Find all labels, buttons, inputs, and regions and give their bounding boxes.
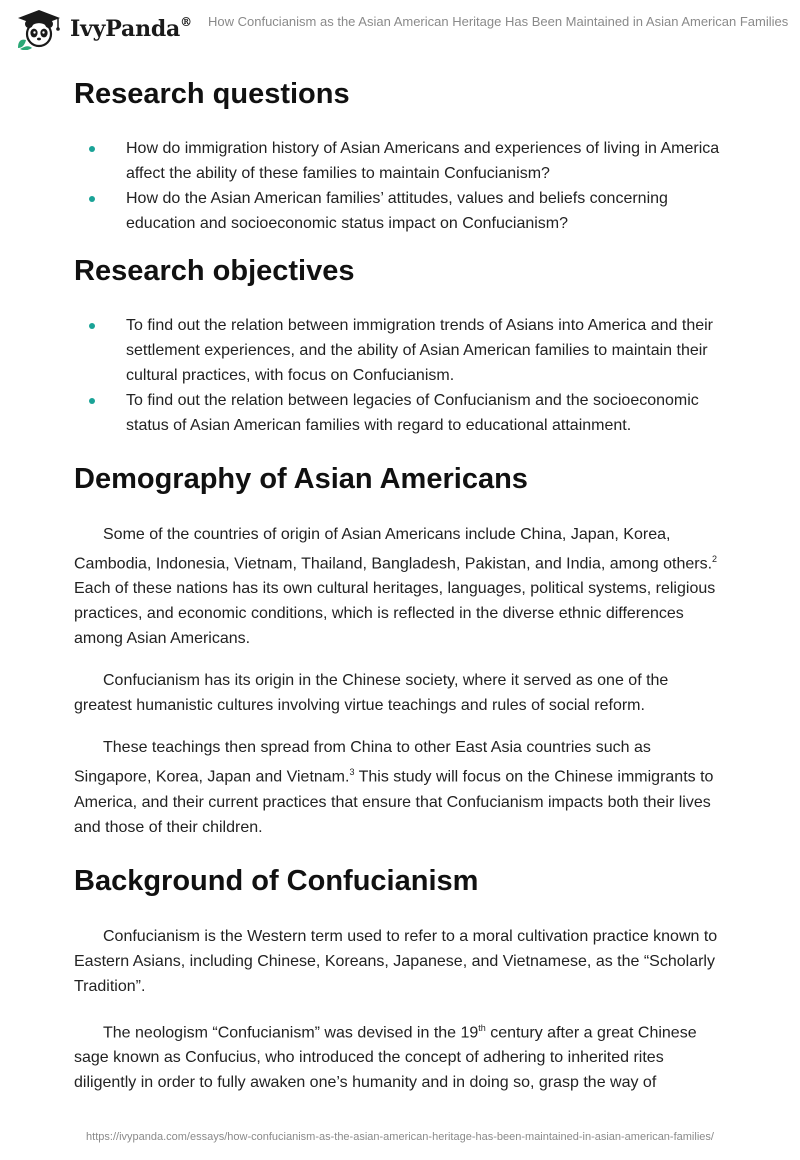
bullet-icon: [89, 323, 95, 329]
list-item: How do immigration history of Asian Americans and experiences of living in America affect the ability of these families to maintain Confucianism?: [74, 136, 724, 186]
list-item: To find out the relation between immigration trends of Asians into America and their settlement experiences, and the ability of Asian American families to maintain their cultural practices, with focus on Confucianism.: [74, 313, 724, 388]
paragraph: Some of the countries of origin of Asian Americans include China, Japan, Korea, Cambodia, Indonesia, Vietnam, Thailand, Bangladesh, Pakistan, and India, among others.$^2$ Each of these nations has its own cultural heritages, languages, political systems, religious practices, and economic conditions, which is reflected in the diverse ethnic differences among Asian Americans.: [74, 526, 718, 648]
paragraph: These teachings then spread from China to other East Asia countries such as Singapore, Korea, Japan and Vietnam.$^3$ This study will focus on the Chinese immigrants to America, and their current practices that ensure that Confucianism impacts both their lives and those of their children.: [74, 739, 714, 836]
essay-content: [74, 70, 724, 1095]
research-questions-heading: Research questions: [74, 78, 350, 110]
research-objectives-heading: Research objectives: [74, 255, 355, 287]
document-title: How Confucianism as the Asian American Heritage Has Been Maintained in Asian American Families: [208, 14, 789, 29]
background-heading: Background of Confucianism: [74, 864, 479, 897]
source-url[interactable]: https://ivypanda.com/essays/how-confucianism-as-the-asian-american-heritage-has-been-maintained-in-asian-american-families/: [86, 1131, 714, 1143]
list-item: To find out the relation between legacies of Confucianism and the socioeconomic status of Asian American families with regard to educational attainment.: [74, 388, 724, 438]
paragraph: Confucianism has its origin in the Chinese society, where it served as one of the greatest humanistic cultures involving virtue teachings and rules of social reform.: [74, 672, 669, 715]
list-item: How do the Asian American families’ attitudes, values and beliefs concerning education and socioeconomic status impact on Confucianism?: [74, 186, 724, 236]
bullet-icon: [89, 196, 95, 202]
paragraph: Confucianism is the Western term used to refer to a moral cultivation practice known to Eastern Asians, including Chinese, Koreans, Japanese, and Vietnamese, as the “Scholarly Tradition”.: [74, 927, 718, 995]
demography-heading: Demography of Asian Americans: [74, 463, 528, 495]
ivypanda-logo[interactable]: [14, 8, 192, 50]
bullet-icon: [89, 146, 95, 152]
paragraph: The neologism “Confucianism” was devised in the 19th century after a great Chinese sage known as Confucius, who introduced the concept of adhering to inherited rites diligently in order to fully awaken one’s humanity and in doing so, grasp the way of: [74, 1022, 697, 1091]
logo-text: IvyPanda®: [70, 14, 192, 42]
bullet-icon: [89, 398, 95, 404]
research-objectives-list: [74, 313, 724, 438]
panda-graduate-icon: [14, 8, 64, 50]
page-header: [0, 0, 800, 56]
research-questions-list: [74, 136, 724, 236]
